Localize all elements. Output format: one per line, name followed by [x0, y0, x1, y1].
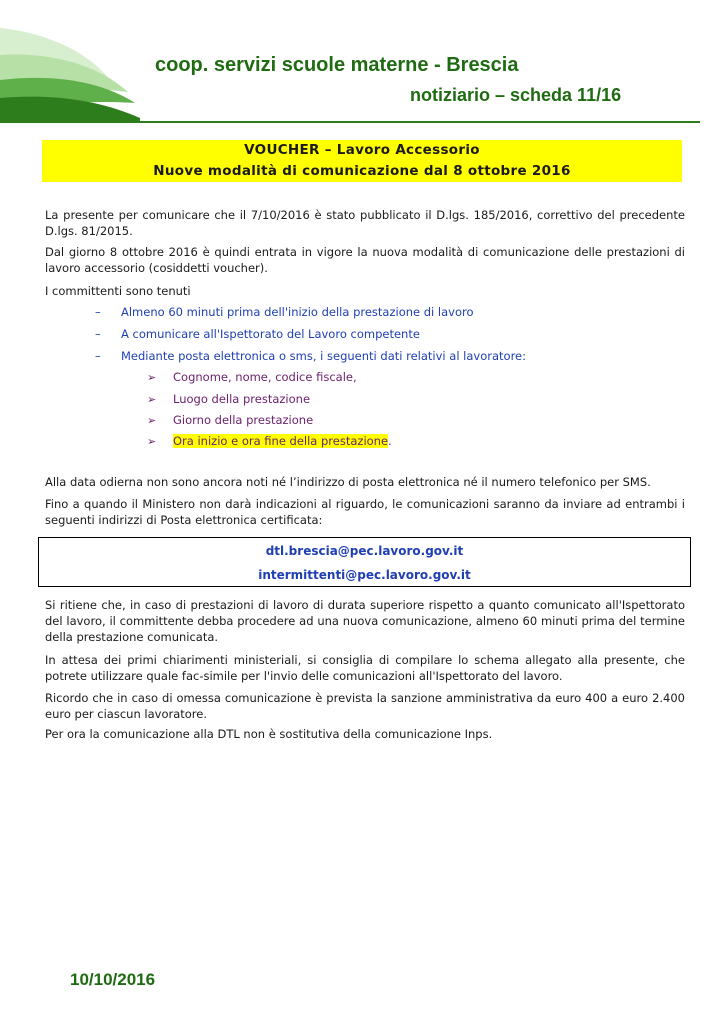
- arrow-list-item: [147, 369, 357, 386]
- arrow-bullet-icon: ➢: [147, 414, 157, 427]
- arrow-list-item: [147, 433, 392, 450]
- paragraph-6: Si ritiene che, in caso di prestazioni di lavoro di durata superiore rispetto a quanto comunicato all'Ispettorato del lavoro, il committente debba procedere ad una nuova comunicazione, almeno 60 minuti prima del termine della prestazione comunicata.: [45, 598, 685, 644]
- dash-list-item: [95, 304, 474, 320]
- highlighted-arrow-text: Ora inizio e ora fine della prestazione: [173, 434, 389, 448]
- arrow-list-item: [147, 391, 310, 408]
- arrow-list-item-text: Luogo della prestazione: [173, 392, 311, 406]
- paragraph-1: La presente per comunicare che il 7/10/2016 è stato pubblicato il D.lgs. 185/2016, correttivo del precedente D.lgs. 81/2015.: [45, 208, 685, 238]
- dash-list-item: [95, 326, 420, 342]
- paragraph-2: Dal giorno 8 ottobre 2016 è quindi entrata in vigore la nuova modalità di comunicazione delle prestazioni di lavoro accessorio (cosiddetti voucher).: [45, 245, 685, 275]
- bulletin-subtitle: notiziario – scheda 11/16: [410, 85, 622, 105]
- organization-title: coop. servizi scuole materne - Brescia: [155, 54, 519, 76]
- arrow-list-item-suffix: .: [388, 434, 392, 448]
- pec-address-link[interactable]: dtl.brescia@pec.lavoro.gov.it: [265, 544, 464, 558]
- dash-bullet-icon: –: [95, 349, 101, 363]
- paragraph-3: I committenti sono tenuti: [45, 284, 191, 298]
- footer-date: 10/10/2016: [70, 970, 156, 989]
- header-divider: [0, 121, 700, 123]
- title-line-2: Nuove modalità di comunicazione dal 8 ottobre 2016: [153, 163, 571, 179]
- arrow-bullet-icon: ➢: [147, 393, 157, 406]
- dash-list-item-text: Mediante posta elettronica o sms, i seguenti dati relativi al lavoratore:: [121, 349, 526, 363]
- title-banner: [42, 140, 682, 182]
- arrow-list-item-text: Cognome, nome, codice fiscale,: [173, 370, 357, 384]
- title-line-1: VOUCHER – Lavoro Accessorio: [244, 142, 480, 158]
- pec-address-box: [38, 537, 691, 587]
- paragraph-5: Fino a quando il Ministero non darà indicazioni al riguardo, le comunicazioni saranno da inviare ad entrambi i seguenti indirizzi di Posta elettronica certificata:: [45, 497, 685, 527]
- arrow-list-item: [147, 412, 313, 429]
- dash-list-item-text: A comunicare all'Ispettorato del Lavoro competente: [121, 327, 420, 341]
- paragraph-9: Per ora la comunicazione alla DTL non è sostitutiva della comunicazione Inps.: [45, 727, 493, 741]
- arrow-bullet-icon: ➢: [147, 371, 157, 384]
- dash-list-item-text: Almeno 60 minuti prima dell'inizio della prestazione di lavoro: [121, 305, 474, 319]
- paragraph-4: Alla data odierna non sono ancora noti né l’indirizzo di posta elettronica né il numero telefonico per SMS.: [45, 475, 651, 489]
- paragraph-8: Ricordo che in caso di omessa comunicazione è prevista la sanzione amministrativa da euro 400 a euro 2.400 euro per ciascun lavoratore.: [45, 691, 685, 721]
- arrow-list-item-text: Giorno della prestazione: [173, 413, 314, 427]
- dash-list-item: [95, 348, 526, 364]
- leaf-logo-icon: [0, 0, 150, 125]
- pec-address-link[interactable]: intermittenti@pec.lavoro.gov.it: [258, 568, 471, 582]
- dash-bullet-icon: –: [95, 305, 101, 319]
- paragraph-7: In attesa dei primi chiarimenti ministeriali, si consiglia di compilare lo schema allegato alla presente, che potrete utilizzare quale fac-simile per l'invio delle comunicazioni all'Ispettorato del lavoro.: [45, 653, 685, 683]
- arrow-bullet-icon: ➢: [147, 435, 157, 448]
- dash-bullet-icon: –: [95, 327, 101, 341]
